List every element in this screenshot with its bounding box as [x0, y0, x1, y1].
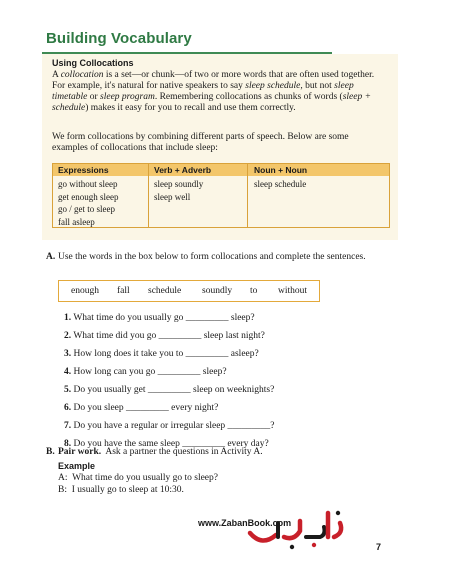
list-item: 8. Do you have the same sleep _________ every day? — [64, 439, 269, 449]
example-line: B: I usually go to sleep at 10:30. — [58, 485, 184, 495]
table-cell: get enough sleep — [58, 191, 119, 202]
watermark-url: www.ZabanBook.com — [198, 518, 292, 528]
word-box-item: to — [250, 286, 258, 296]
activity-a-letter: A. — [46, 252, 56, 262]
info-box — [42, 54, 398, 240]
table-header-verb-adverb: Verb + Adverb — [154, 165, 212, 175]
activity-b-instruction: Pair work. Ask a partner the questions in Activity A. — [58, 447, 263, 457]
table-header-expressions: Expressions — [58, 165, 109, 175]
table-cell: go / get to sleep — [58, 204, 115, 214]
table-column-divider — [148, 164, 149, 227]
list-item: 5. Do you usually get _________ sleep on weeknights? — [64, 385, 275, 395]
table-col-expressions — [58, 178, 118, 228]
word-box-item: soundly — [202, 286, 233, 296]
table-column-divider — [247, 164, 248, 227]
collocation-explanation: We form collocations by combining different parts of speech. Below are some examples of collocations that include sleep: — [52, 132, 349, 153]
activity-a-instruction: Use the words in the box below to form collocations and complete the sentences. — [58, 252, 366, 262]
page-title: Building Vocabulary — [46, 30, 192, 47]
table-cell: sleep soundly — [154, 179, 204, 189]
table-col-noun-noun — [254, 178, 306, 191]
word-box-item: schedule — [148, 286, 182, 296]
table-col-verb-adverb — [154, 178, 203, 203]
list-item: 2. What time did you go _________ sleep last night? — [64, 331, 265, 341]
list-item: 6. Do you sleep _________ every night? — [64, 403, 219, 413]
page-number: 7 — [376, 542, 382, 552]
list-item: 4. How long can you go _________ sleep? — [64, 367, 227, 377]
table-cell: go without sleep — [58, 179, 118, 189]
box-heading: Using Collocations — [52, 58, 134, 68]
collocation-definition: A collocation is a set—or chunk—of two or more words that are often used together. For example, it's natural for native speakers to say sleep schedule, but not sleep timetable or sleep program. Remembering collocations as chunks of words (sleep + schedule) makes it easy for you to recall and use them correctly. — [52, 70, 375, 113]
word-box — [58, 280, 320, 302]
table-cell: sleep schedule — [254, 179, 307, 189]
list-item: 7. Do you have a regular or irregular sleep _________? — [64, 421, 275, 431]
table-header-noun-noun: Noun + Noun — [254, 165, 308, 175]
word-box-item: without — [278, 286, 308, 296]
table-cell: fall asleep — [58, 216, 95, 227]
table-cell: sleep well — [154, 191, 191, 202]
activity-b-letter: B. — [46, 447, 55, 457]
example-title: Example — [58, 461, 96, 471]
zabanbook-logo-icon — [242, 503, 352, 553]
example-line: A: What time do you usually go to sleep? — [58, 473, 218, 483]
collocation-table — [52, 163, 390, 228]
word-box-item: enough — [71, 286, 99, 296]
list-item: 3. How long does it take you to _________ asleep? — [64, 349, 259, 359]
word-box-item: fall — [117, 286, 130, 296]
list-item: 1. What time do you usually go _________ sleep? — [64, 313, 255, 323]
